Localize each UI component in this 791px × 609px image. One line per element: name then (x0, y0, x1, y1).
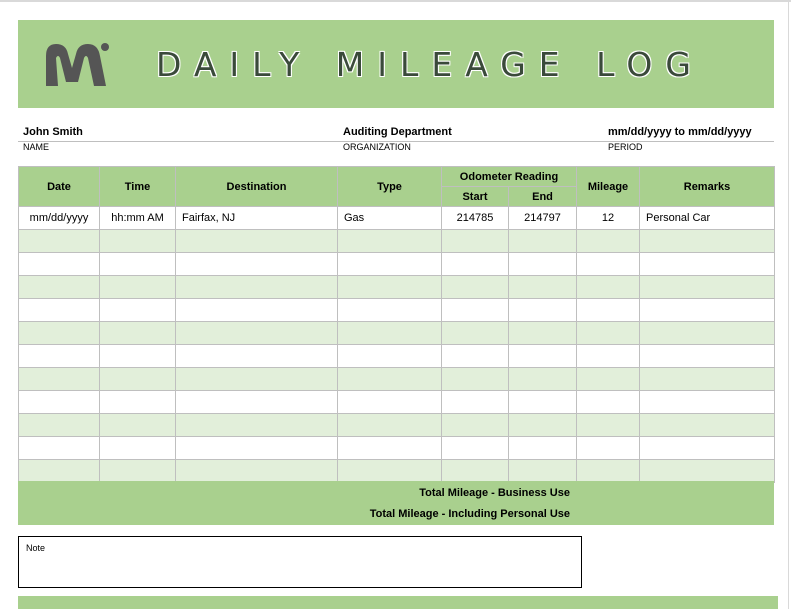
column-header-destination: Destination (176, 167, 338, 207)
table-row (19, 391, 775, 414)
column-header-remarks: Remarks (640, 167, 775, 207)
time-cell[interactable] (100, 322, 176, 345)
date-cell[interactable] (19, 414, 100, 437)
mileage-cell[interactable] (577, 276, 640, 299)
remarks-cell[interactable] (640, 437, 775, 460)
column-header-start: Start (442, 187, 509, 207)
destination-cell[interactable] (176, 391, 338, 414)
mileage-table (18, 166, 775, 483)
remarks-cell[interactable] (640, 322, 775, 345)
type-cell[interactable] (338, 460, 442, 483)
odometer-end-cell[interactable] (509, 322, 577, 345)
table-row (19, 230, 775, 253)
odometer-end-cell[interactable] (509, 460, 577, 483)
date-cell[interactable] (19, 299, 100, 322)
header-banner (18, 20, 774, 108)
destination-cell[interactable] (176, 276, 338, 299)
table-row (19, 299, 775, 322)
type-cell[interactable] (338, 230, 442, 253)
info-divider (18, 141, 774, 142)
type-cell[interactable] (338, 391, 442, 414)
table-row (19, 276, 775, 299)
destination-cell[interactable] (176, 437, 338, 460)
mileage-cell[interactable] (577, 322, 640, 345)
mileage-cell[interactable] (577, 414, 640, 437)
odometer-start-cell[interactable] (442, 322, 509, 345)
remarks-cell[interactable]: Personal Car (640, 207, 775, 230)
table-row (19, 437, 775, 460)
type-cell[interactable] (338, 299, 442, 322)
period-label: PERIOD (608, 142, 643, 152)
remarks-cell[interactable] (640, 460, 775, 483)
odometer-start-cell[interactable] (442, 299, 509, 322)
destination-cell[interactable] (176, 322, 338, 345)
destination-cell[interactable] (176, 460, 338, 483)
date-cell[interactable] (19, 345, 100, 368)
odometer-end-cell[interactable] (509, 299, 577, 322)
odometer-end-cell[interactable] (509, 437, 577, 460)
time-cell[interactable] (100, 253, 176, 276)
name-value[interactable]: John Smith (23, 126, 83, 138)
remarks-cell[interactable] (640, 276, 775, 299)
date-cell[interactable] (19, 391, 100, 414)
organization-value[interactable]: Auditing Department (343, 126, 452, 138)
destination-cell[interactable] (176, 368, 338, 391)
odometer-start-cell[interactable] (442, 276, 509, 299)
odometer-end-cell[interactable] (509, 368, 577, 391)
table-row (19, 460, 775, 483)
name-label: NAME (23, 142, 50, 152)
mileage-cell[interactable]: 12 (577, 207, 640, 230)
column-header-date: Date (19, 167, 100, 207)
name-block (23, 124, 83, 153)
organization-label: ORGANIZATION (343, 142, 411, 152)
m-logo-icon (44, 42, 110, 88)
odometer-end-cell[interactable] (509, 230, 577, 253)
remarks-cell[interactable] (640, 368, 775, 391)
time-cell[interactable] (100, 368, 176, 391)
time-cell[interactable] (100, 460, 176, 483)
mileage-cell[interactable] (577, 391, 640, 414)
remarks-cell[interactable] (640, 253, 775, 276)
table-row (19, 368, 775, 391)
date-cell[interactable] (19, 368, 100, 391)
footer-bar (18, 596, 778, 609)
right-border (788, 0, 789, 609)
odometer-end-cell[interactable] (509, 414, 577, 437)
remarks-cell[interactable] (640, 299, 775, 322)
type-cell[interactable] (338, 368, 442, 391)
mileage-cell[interactable] (577, 253, 640, 276)
column-header-odometer: Odometer Reading (442, 167, 577, 187)
odometer-start-cell[interactable] (442, 460, 509, 483)
destination-cell[interactable] (176, 345, 338, 368)
type-cell[interactable] (338, 253, 442, 276)
remarks-cell[interactable] (640, 414, 775, 437)
destination-cell[interactable] (176, 230, 338, 253)
odometer-start-cell[interactable] (442, 253, 509, 276)
destination-cell[interactable] (176, 414, 338, 437)
date-cell[interactable] (19, 230, 100, 253)
time-cell[interactable] (100, 299, 176, 322)
destination-cell[interactable]: Fairfax, NJ (176, 207, 338, 230)
date-cell[interactable] (19, 322, 100, 345)
odometer-start-cell[interactable] (442, 437, 509, 460)
date-cell[interactable] (19, 460, 100, 483)
mileage-cell[interactable] (577, 345, 640, 368)
table-row (19, 345, 775, 368)
total-business-use-label: Total Mileage - Business Use (419, 487, 570, 499)
note-box[interactable] (18, 536, 582, 588)
time-cell[interactable] (100, 230, 176, 253)
time-cell[interactable] (100, 414, 176, 437)
time-cell[interactable] (100, 437, 176, 460)
remarks-cell[interactable] (640, 230, 775, 253)
time-cell[interactable] (100, 276, 176, 299)
top-border (0, 0, 791, 2)
time-cell[interactable]: hh:mm AM (100, 207, 176, 230)
type-cell[interactable]: Gas (338, 207, 442, 230)
column-header-type: Type (338, 167, 442, 207)
time-cell[interactable] (100, 391, 176, 414)
table-row (19, 322, 775, 345)
total-personal-use-label: Total Mileage - Including Personal Use (369, 508, 570, 520)
date-cell[interactable] (19, 276, 100, 299)
odometer-start-cell[interactable] (442, 345, 509, 368)
destination-cell[interactable] (176, 299, 338, 322)
page-title: DAILY MILEAGE LOG (156, 45, 704, 84)
mileage-cell[interactable] (577, 299, 640, 322)
table-row (19, 414, 775, 437)
organization-block (343, 124, 452, 153)
type-cell[interactable] (338, 414, 442, 437)
destination-cell[interactable] (176, 253, 338, 276)
type-cell[interactable] (338, 322, 442, 345)
table-row (19, 253, 775, 276)
type-cell[interactable] (338, 276, 442, 299)
odometer-start-cell[interactable]: 214785 (442, 207, 509, 230)
mileage-cell[interactable] (577, 437, 640, 460)
column-header-end: End (509, 187, 577, 207)
date-cell[interactable]: mm/dd/yyyy (19, 207, 100, 230)
odometer-start-cell[interactable] (442, 230, 509, 253)
odometer-start-cell[interactable] (442, 414, 509, 437)
type-cell[interactable] (338, 345, 442, 368)
mileage-cell[interactable] (577, 230, 640, 253)
period-block (608, 124, 752, 153)
column-header-time: Time (100, 167, 176, 207)
remarks-cell[interactable] (640, 391, 775, 414)
time-cell[interactable] (100, 345, 176, 368)
date-cell[interactable] (19, 437, 100, 460)
type-cell[interactable] (338, 437, 442, 460)
odometer-start-cell[interactable] (442, 391, 509, 414)
odometer-end-cell[interactable] (509, 345, 577, 368)
remarks-cell[interactable] (640, 345, 775, 368)
note-label: Note (26, 543, 46, 553)
odometer-end-cell[interactable]: 214797 (509, 207, 577, 230)
odometer-end-cell[interactable] (509, 391, 577, 414)
odometer-end-cell[interactable] (509, 276, 577, 299)
odometer-start-cell[interactable] (442, 368, 509, 391)
mileage-cell[interactable] (577, 368, 640, 391)
odometer-end-cell[interactable] (509, 253, 577, 276)
totals-bar (18, 481, 774, 525)
mileage-cell[interactable] (577, 460, 640, 483)
column-header-mileage: Mileage (577, 167, 640, 207)
table-row (19, 207, 775, 230)
period-value[interactable]: mm/dd/yyyy to mm/dd/yyyy (608, 126, 752, 138)
date-cell[interactable] (19, 253, 100, 276)
